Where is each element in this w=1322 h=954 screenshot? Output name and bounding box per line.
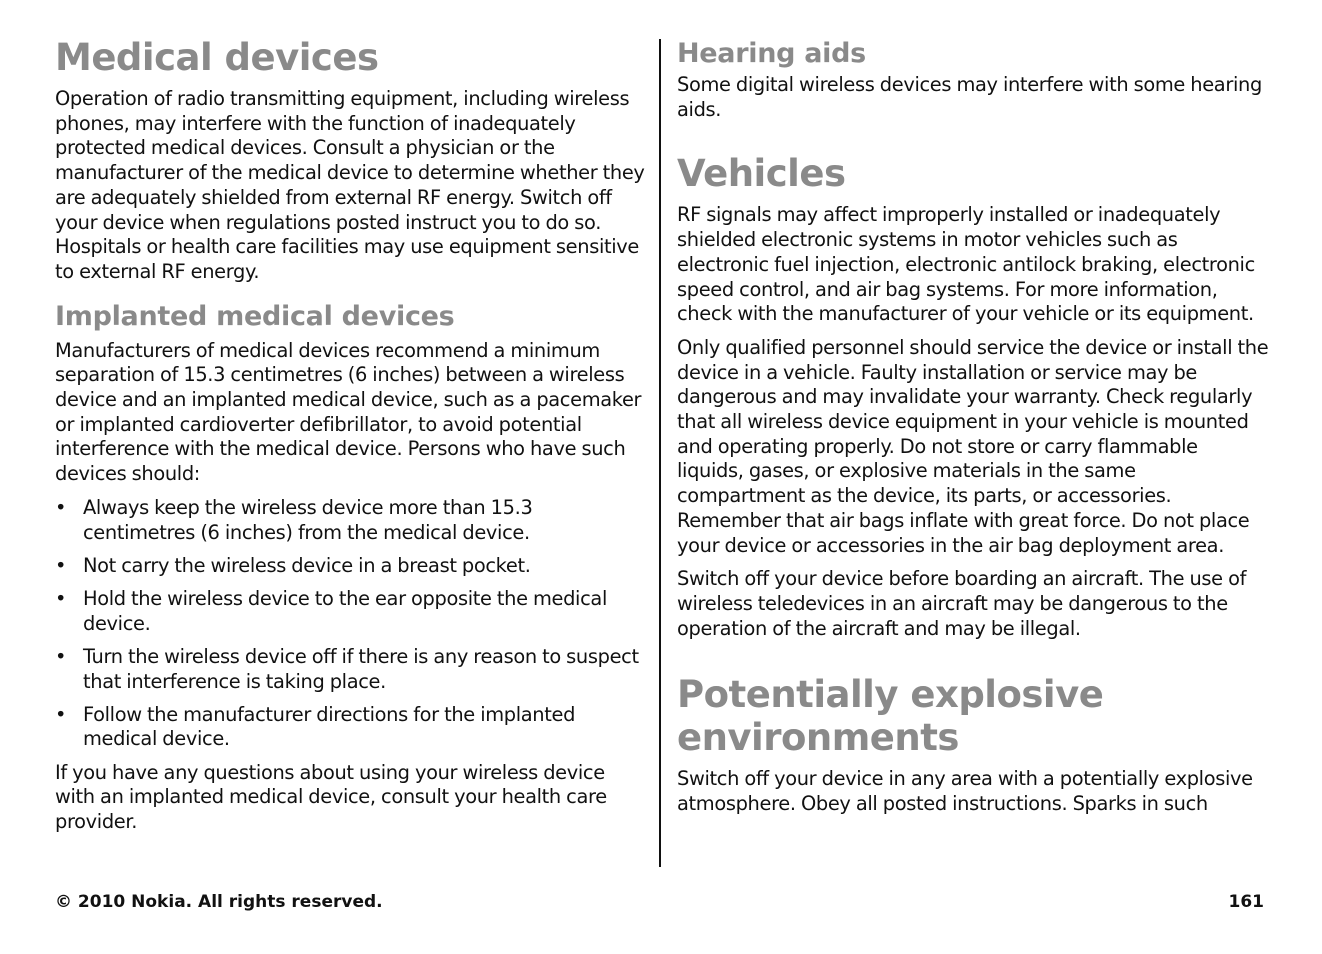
bullet-glyph: • bbox=[55, 553, 67, 577]
list-item bbox=[55, 587, 647, 636]
list-item-text: Turn the wireless device off if there is any reason to suspect that interference is taking place. bbox=[83, 644, 639, 693]
right-column bbox=[677, 30, 1269, 817]
section-title-vehicles: Vehicles bbox=[677, 152, 846, 196]
implanted-paragraph: Manufacturers of medical devices recommend a minimum separation of 15.3 centimetres (6 inches) between a wireless device and an implanted medical device, such as a pacemaker or implanted cardioverter defibrillator, to avoid potential interference with the medical device. Persons who have such devices should: bbox=[55, 338, 642, 486]
medical-devices-intro: Operation of radio transmitting equipment, including wireless phones, may interfere with the function of inadequately protected medical devices. Consult a physician or the manufacturer of the medical device to determine whether they are adequately shielded from external RF energy. Switch off your device when regulations posted instruct you to do so. Hospitals or health care facilities may use equipment sensitive to external RF energy. bbox=[55, 87, 645, 283]
left-column bbox=[55, 30, 647, 835]
subsection-title-hearing-aids: Hearing aids bbox=[677, 38, 866, 69]
implanted-closing-paragraph: If you have any questions about using your wireless device with an implanted medical device, consult your health care provider. bbox=[55, 760, 607, 834]
implanted-bullet-list bbox=[55, 496, 647, 752]
list-item-text: Follow the manufacturer directions for the implanted medical device. bbox=[83, 702, 576, 751]
vehicles-paragraph-2: Only qualified personnel should service the device or install the device in a vehicle. Faulty installation or service may be dangerous and may invalidate your warranty. Check regularly that all wireless device equipment in your vehicle is mounted and operating properly. Do not store or carry flammable liquids, gases, or explosive materials in the same compartment as the device, its parts, or accessories. Remember that air bags inflate with great force. Do not place your device or accessories in the air bag deployment area. bbox=[677, 335, 1269, 557]
list-item-text: Not carry the wireless device in a breast pocket. bbox=[83, 553, 531, 577]
hearing-aids-paragraph: Some digital wireless devices may interfere with some hearing aids. bbox=[677, 73, 1262, 121]
list-item-text: Always keep the wireless device more than 15.3 centimetres (6 inches) from the medical device. bbox=[83, 495, 533, 544]
vehicles-paragraph-3: Switch off your device before boarding an aircraft. The use of wireless teledevices in an aircraft may be dangerous to the operation of the aircraft and may be illegal. bbox=[677, 567, 1247, 640]
bullet-glyph: • bbox=[55, 586, 67, 610]
column-divider bbox=[659, 39, 661, 867]
list-item bbox=[55, 554, 647, 579]
list-item-text: Hold the wireless device to the ear opposite the medical device. bbox=[83, 586, 607, 635]
explosive-paragraph: Switch off your device in any area with a potentially explosive atmosphere. Obey all posted instructions. Sparks in such bbox=[677, 767, 1253, 816]
section-title-explosive-environments: Potentially explosive environments bbox=[677, 673, 1104, 760]
list-item bbox=[55, 496, 647, 545]
copyright-footer: © 2010 Nokia. All rights reserved. bbox=[55, 892, 383, 912]
bullet-glyph: • bbox=[55, 702, 67, 726]
vehicles-paragraph-1: RF signals may affect improperly installed or inadequately shielded electronic systems in motor vehicles such as electronic fuel injection, electronic antilock braking, electronic speed control, and air bag systems. For more information, check with the manufacturer of your vehicle or its equipment. bbox=[677, 203, 1255, 326]
list-item bbox=[55, 645, 647, 694]
subsection-title-implanted: Implanted medical devices bbox=[55, 300, 455, 332]
bullet-glyph: • bbox=[55, 495, 67, 519]
page-number: 161 bbox=[1228, 892, 1264, 912]
section-title-medical-devices: Medical devices bbox=[55, 36, 379, 79]
list-item bbox=[55, 703, 647, 752]
bullet-glyph: • bbox=[55, 644, 67, 668]
